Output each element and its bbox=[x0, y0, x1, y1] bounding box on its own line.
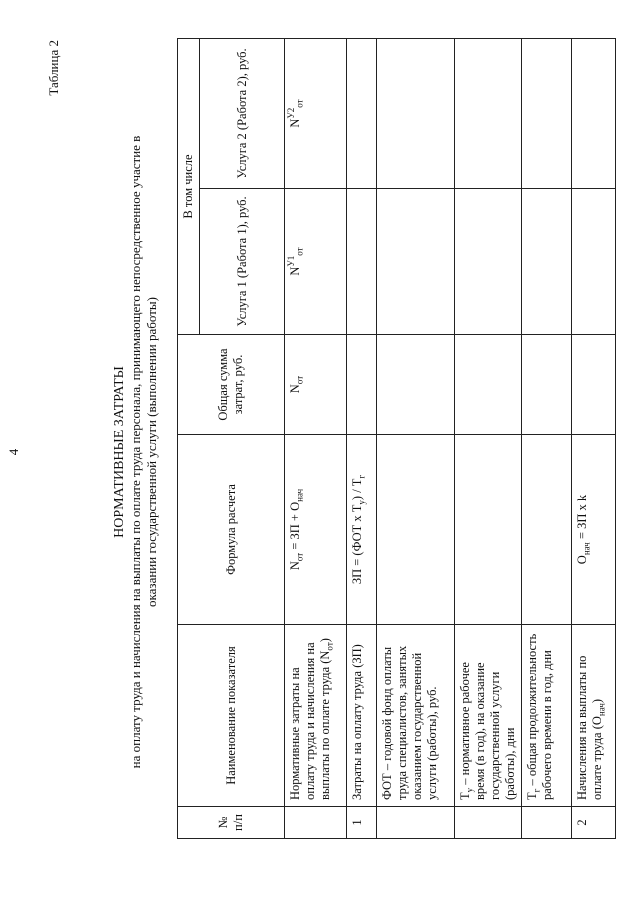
cell-num bbox=[285, 807, 347, 839]
cell-service-2: $N^{У2}_{от}$ bbox=[285, 39, 347, 189]
header-name: Наименование показателя bbox=[178, 625, 285, 807]
cell-formula: $N_{от}$ = ЗП + $О_{нач}$ bbox=[285, 435, 347, 625]
cell-name: Начисления на выплаты по оплате труда $(О_{нач})$ bbox=[572, 625, 616, 807]
table-row bbox=[455, 39, 522, 839]
header-formula: Формула расчета bbox=[178, 435, 285, 625]
table-row bbox=[522, 39, 572, 839]
header-service-1: Услуга 1 (Работа 1), руб. bbox=[200, 189, 285, 335]
cell-name: ФОТ – годовой фонд оплаты труда специалистов, занятых оказанием государственной услуги (работы), руб. bbox=[377, 625, 455, 807]
cost-table bbox=[177, 38, 616, 839]
header-service-2: Услуга 2 (Работа 2), руб. bbox=[200, 39, 285, 189]
cell-name: Затраты на оплату труда (ЗП) bbox=[347, 625, 377, 807]
page-number: 4 bbox=[6, 448, 21, 456]
cell-num: 2 bbox=[572, 807, 616, 839]
document-title: НОРМАТИВНЫЕ ЗАТРАТЫ bbox=[112, 366, 127, 538]
cell-name: $Т_г$ – общая продолжительность рабочего времени в год, дни bbox=[522, 625, 572, 807]
table-label: Таблица 2 bbox=[46, 40, 61, 96]
table-row bbox=[377, 39, 455, 839]
cell-num: 1 bbox=[347, 807, 377, 839]
header-num: № п/п bbox=[178, 807, 285, 839]
cell-service-1: $N^{У1}_{от}$ bbox=[285, 189, 347, 335]
header-including: В том числе bbox=[178, 39, 200, 335]
document-subtitle-line-1: на оплату труда и начисления на выплаты по оплате труда персонала, принимающего непосредственное участие в bbox=[128, 135, 143, 769]
cell-name: Нормативные затраты на оплату труда и начисления на выплаты по оплате труда $(N_{от})$ bbox=[285, 625, 347, 807]
cell-formula: $О_{нач}$ = ЗП x k bbox=[572, 435, 616, 625]
table-row bbox=[347, 39, 377, 839]
cell-total: $N_{от}$ bbox=[285, 335, 347, 435]
table-row bbox=[285, 39, 347, 839]
cell-formula: ЗП = (ФОТ x $Т_у) / Т_г$ bbox=[347, 435, 377, 625]
header-total: Общая сумма затрат, руб. bbox=[178, 335, 285, 435]
document-subtitle-line-2: оказании государственной услуги (выполнении работы) bbox=[144, 297, 159, 607]
cell-name: $Т_у$ – нормативное рабочее время (в год), на оказание государственной услуги (работы), дни bbox=[455, 625, 522, 807]
table-row bbox=[572, 39, 616, 839]
